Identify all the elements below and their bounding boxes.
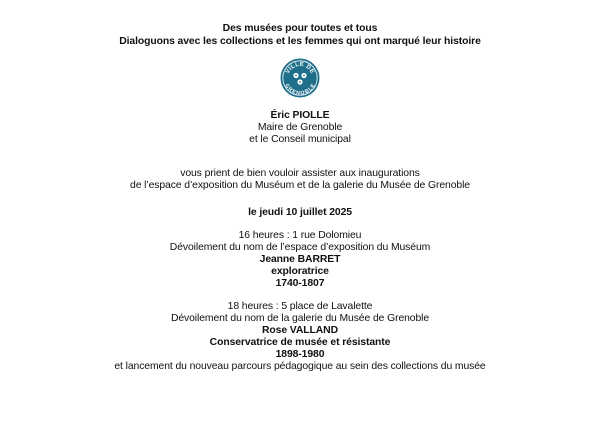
ville-de-grenoble-logo	[280, 58, 320, 98]
event2-person: Rose VALLAND	[262, 325, 338, 336]
event1-title: exploratrice	[271, 266, 329, 277]
invitation-line2: de l’espace d’exposition du Muséum et de la galerie du Musée de Grenoble	[130, 180, 470, 191]
header-title-line2: Dialoguons avec les collections et les femmes qui ont marqué leur histoire	[119, 36, 481, 47]
event2-title: Conservatrice de musée et résistante	[209, 337, 391, 348]
event1-person: Jeanne BARRET	[259, 254, 341, 265]
event2-years: 1898-1980	[275, 349, 325, 360]
invitation-line1: vous prient de bien vouloir assister aux inaugurations	[180, 168, 420, 179]
event-date: le jeudi 10 juillet 2025	[248, 207, 352, 218]
logo-text-bottom: GRENOBLE	[283, 83, 317, 97]
host-role2: et le Conseil municipal	[249, 134, 351, 145]
event1-years: 1740-1807	[275, 278, 325, 289]
host-role1: Maire de Grenoble	[257, 122, 343, 133]
host-name: Éric PIOLLE	[270, 110, 330, 121]
grenoble-seal-icon	[280, 58, 320, 98]
event1-time-place: 16 heures : 1 rue Dolomieu	[238, 230, 362, 241]
event2-description: Dévoilement du nom de la galerie du Musée de Grenoble	[170, 313, 430, 324]
event2-time-place: 18 heures : 5 place de Lavalette	[227, 301, 373, 312]
event1-description: Dévoilement du nom de l’espace d’exposition du Muséum	[169, 242, 431, 253]
header-title-line1: Des musées pour toutes et tous	[222, 23, 378, 34]
logo-text-top: VILLE DE	[285, 61, 315, 75]
event2-closing: et lancement du nouveau parcours pédagogique au sein des collections du musée	[114, 361, 486, 372]
